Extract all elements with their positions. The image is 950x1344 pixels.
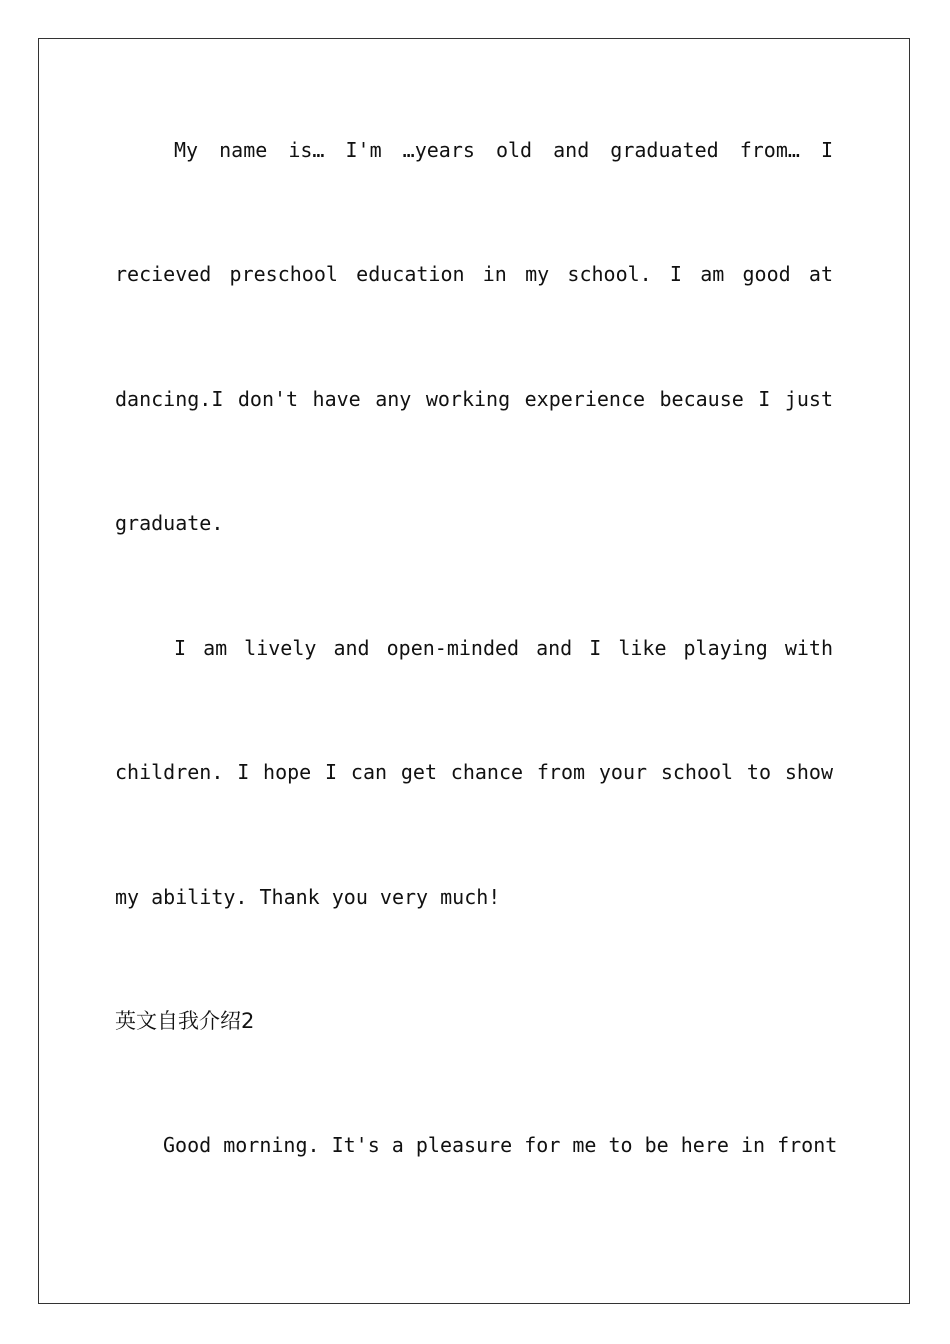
section-heading: 英文自我介绍2 <box>115 1009 255 1033</box>
paragraph-1-line-2: recieved preschool education in my school. I am good at <box>115 262 833 286</box>
paragraph-2-line-3: my ability. Thank you very much! <box>115 885 501 909</box>
paragraph-3-line-1: Good morning. It's a pleasure for me to be here in front <box>163 1133 838 1157</box>
paragraph-2-line-1: I am lively and open-minded and I like playing with <box>174 636 833 660</box>
paragraph-1-line-3: dancing.I don't have any working experience because I just <box>115 387 833 411</box>
paragraph-1-line-1: My name is… I'm …years old and graduated from… I <box>174 138 833 162</box>
document-page <box>38 38 910 1304</box>
paragraph-2-line-2: children. I hope I can get chance from your school to show <box>115 760 833 784</box>
paragraph-1-line-4: graduate. <box>115 511 224 535</box>
